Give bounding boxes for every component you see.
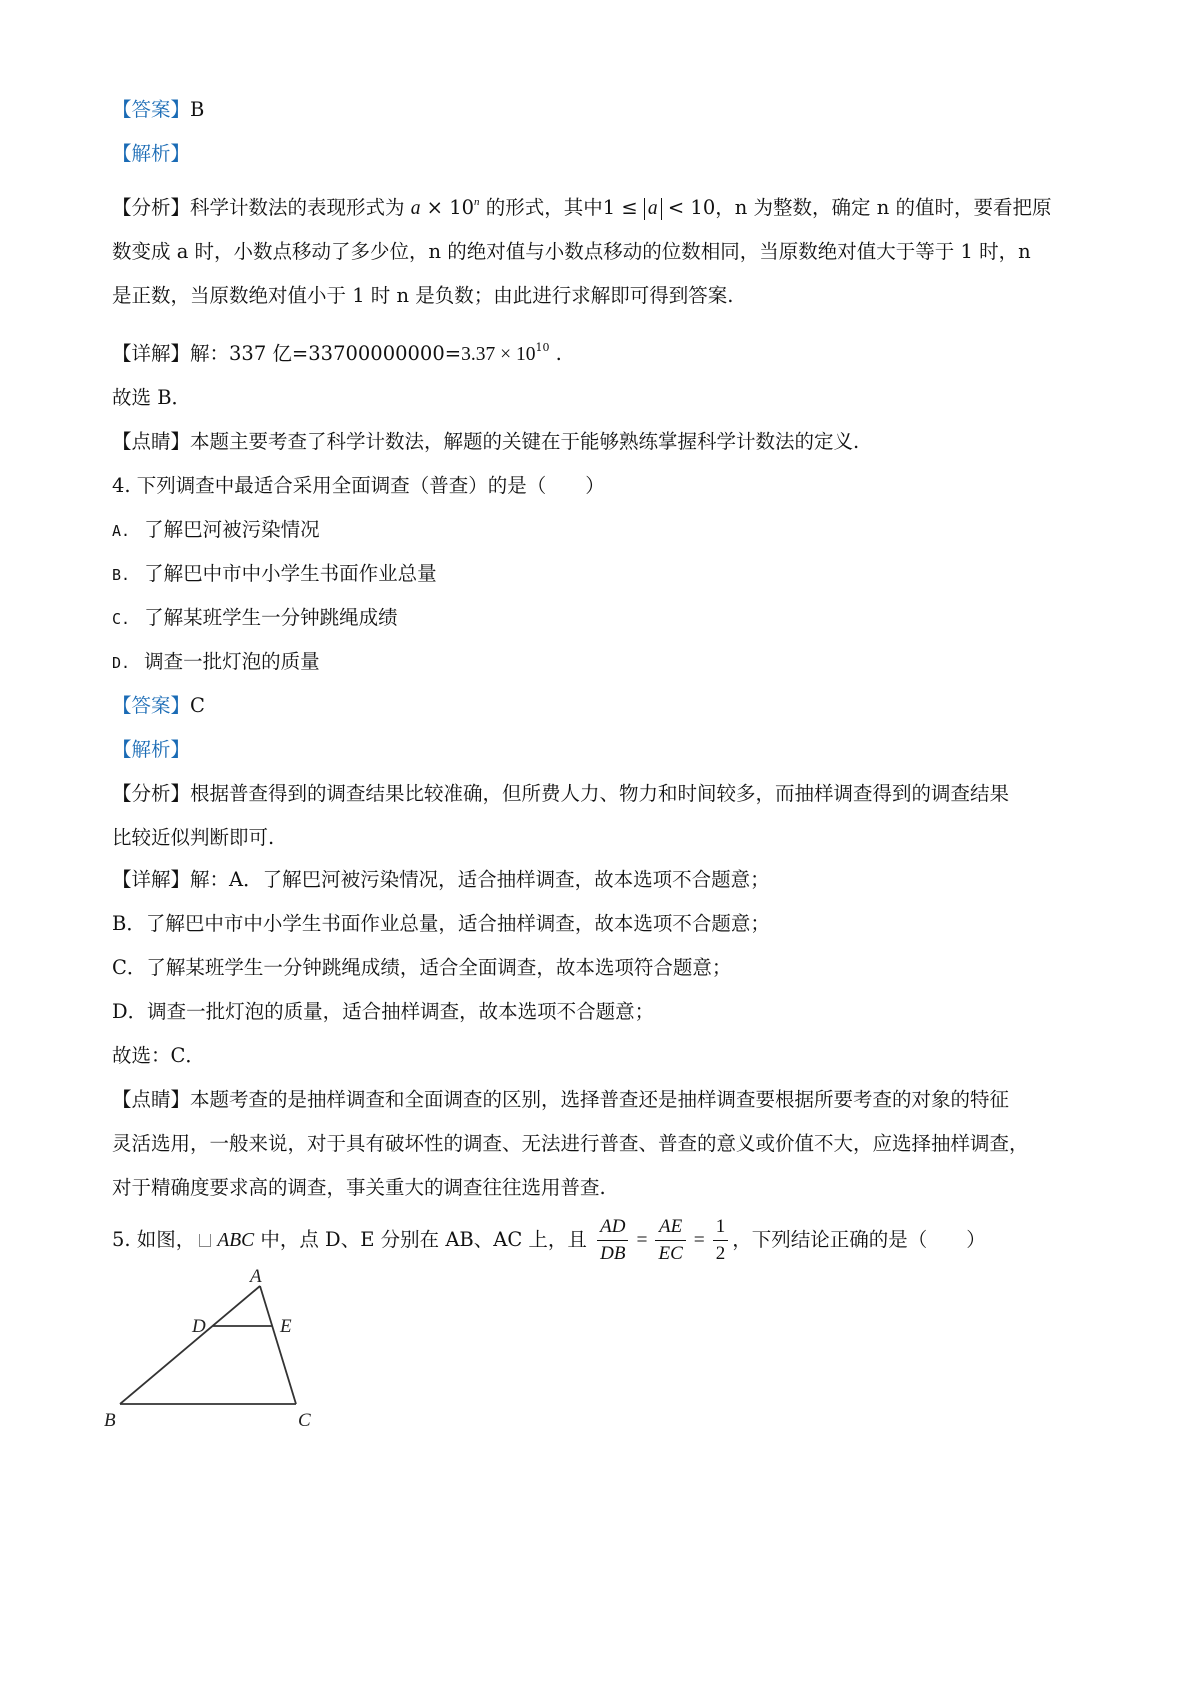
q4-option-d (112, 648, 320, 677)
xiangjie-tag: 【详解】 (112, 868, 191, 891)
math-a: a (410, 198, 421, 219)
abs-a: a (644, 198, 662, 220)
frac-num: 1 (713, 1214, 729, 1241)
q4-xiangjie-line3: C．了解某班学生一分钟跳绳成绩，适合全面调查，故本选项符合题意； (112, 956, 732, 979)
label-c: C (298, 1410, 311, 1431)
frac-num: AD (597, 1214, 628, 1241)
fraction-ad-db (597, 1214, 628, 1267)
fenxi-text-3: ，n 为整数，确定 n 的值时，要看把原 (715, 196, 1052, 219)
side-ac (260, 1286, 296, 1404)
fenxi-tag: 【分析】 (112, 196, 191, 219)
frac-den: EC (658, 1243, 683, 1264)
q5-end: ，下列结论正确的是（ ） (732, 1228, 986, 1251)
xiangjie-end: . (549, 342, 562, 365)
q4-fenxi-line2: 比较近似判断即可. (112, 826, 275, 849)
q4-xiangjie-line1 (112, 866, 770, 894)
dianjing-text: 本题主要考查了科学计数法，解题的关键在于能够熟练掌握科学计数法的定义. (190, 430, 860, 453)
label-e: E (280, 1316, 292, 1337)
option-letter: D. (112, 654, 131, 672)
fenxi-text: 根据普查得到的调查结果比较准确，但所费人力、物力和时间较多，而抽样调查得到的调查结果 (190, 782, 1010, 805)
option-letter: A. (112, 522, 131, 540)
side-ab (120, 1286, 260, 1404)
jiexi-tag: 【解析】 (112, 142, 191, 165)
q4-question: 4. 下列调查中最适合采用全面调查（普查）的是（ ） (112, 474, 605, 497)
frac-den: 2 (715, 1243, 726, 1264)
triangle-figure (100, 1262, 340, 1442)
q3-dianjing-line (112, 428, 859, 456)
label-b: B (104, 1410, 116, 1431)
option-letter: B. (112, 566, 131, 584)
q3-fenxi-line2: 数变成 a 时，小数点移动了多少位，n 的绝对值与小数点移动的位数相同，当原数绝对值大于等于 1 时，n (112, 240, 1031, 263)
fraction-one-half (713, 1214, 729, 1267)
fenxi-text-1: 科学计数法的表现形式为 (190, 196, 405, 219)
q4-option-a (112, 516, 320, 545)
q4-answer-line (112, 692, 205, 720)
q5-triangle-name: ABC (217, 1230, 255, 1251)
label-a: A (250, 1266, 262, 1287)
q3-answer-line (112, 96, 204, 124)
q4-option-b (112, 560, 437, 589)
q5-start: 5. 如图， (112, 1228, 196, 1251)
q3-jiexi-line (112, 140, 190, 168)
q4-dianjing-line1 (112, 1086, 1009, 1114)
q4-fenxi-line1 (112, 780, 1009, 808)
option-text: 了解巴中市中小学生书面作业总量 (144, 562, 437, 585)
q4-guxuan: 故选：C． (112, 1044, 205, 1067)
option-text: 了解某班学生一分钟跳绳成绩 (144, 606, 398, 629)
q4-xiangjie-line4: D．调查一批灯泡的质量，适合抽样调查，故本选项不合题意； (112, 1000, 655, 1023)
q3-fenxi-line3: 是正数，当原数绝对值小于 1 时 n 是负数；由此进行求解即可得到答案. (112, 284, 734, 307)
math-exp-n: n (474, 196, 480, 208)
label-d: D (192, 1316, 206, 1337)
xiangjie-exp: 10 (535, 341, 550, 354)
answer-tag: 【答案】 (112, 98, 191, 121)
ineq-left: 1 ≤ (602, 196, 644, 219)
q3-guxuan: 故选 B． (112, 386, 192, 409)
fenxi-tag: 【分析】 (112, 782, 191, 805)
frac-den: DB (600, 1243, 626, 1264)
dianjing-text: 本题考查的是抽样调查和全面调查的区别，选择普查还是抽样调查要根据所要考查的对象的特征 (190, 1088, 1010, 1111)
equals-sign: = (693, 1230, 705, 1251)
option-text: 了解巴河被污染情况 (144, 518, 320, 541)
jiexi-tag: 【解析】 (112, 738, 191, 761)
answer-value: C (190, 694, 205, 717)
q3-xiangjie-line (112, 334, 562, 369)
q3-fenxi-line1 (112, 188, 1051, 223)
q4-xiangjie-line2: B．了解巴中市中小学生书面作业总量，适合抽样调查，故本选项不合题意； (112, 912, 770, 935)
q5-question (112, 1212, 986, 1269)
fenxi-text-2: 的形式，其中 (485, 196, 603, 219)
ineq-right: < 10 (661, 196, 716, 219)
dianjing-tag: 【点睛】 (112, 430, 191, 453)
xiangjie-math: 3.37 × 10 (461, 344, 536, 365)
xiangjie-text: 解：A．了解巴河被污染情况，适合抽样调查，故本选项不合题意； (190, 868, 770, 891)
triangle-symbol-icon (199, 1234, 211, 1247)
frac-num: AE (655, 1214, 685, 1241)
q4-dianjing-line2: 灵活选用，一般来说，对于具有破坏性的调查、无法进行普查、普查的意义或价值不大，应选择抽样调查， (112, 1132, 1029, 1155)
xiangjie-tag: 【详解】 (112, 342, 191, 365)
xiangjie-text: 解：337 亿=33700000000= (190, 342, 462, 365)
dianjing-tag: 【点睛】 (112, 1088, 191, 1111)
fraction-ae-ec (655, 1214, 685, 1267)
equals-sign: = (636, 1230, 648, 1251)
option-letter: C. (112, 610, 131, 628)
option-text: 调查一批灯泡的质量 (144, 650, 320, 673)
q4-jiexi-line (112, 736, 190, 764)
math-times-ten: × 10 (420, 196, 475, 219)
answer-value: B (190, 98, 205, 121)
answer-tag: 【答案】 (112, 694, 191, 717)
q5-mid: 中，点 D、E 分别在 AB、AC 上，且 (254, 1228, 587, 1251)
q4-dianjing-line3: 对于精确度要求高的调查，事关重大的调查往往选用普查. (112, 1176, 606, 1199)
q4-option-c (112, 604, 398, 633)
